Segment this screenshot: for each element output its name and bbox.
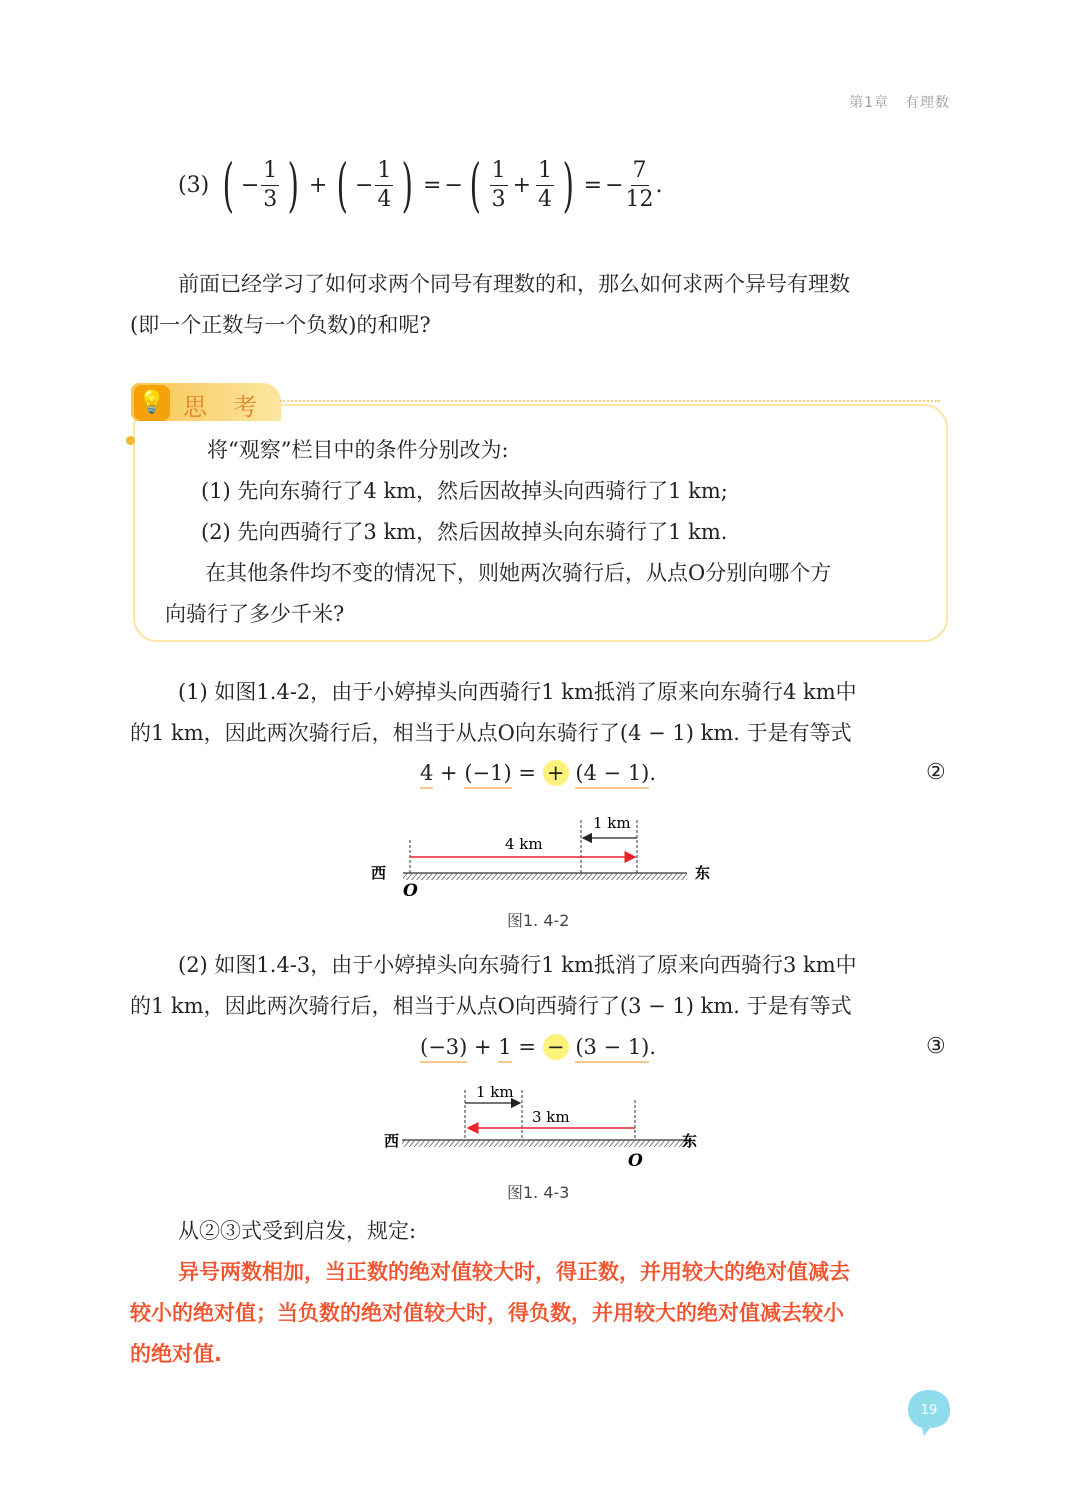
- think-title: 思考: [183, 393, 283, 421]
- divider: [280, 400, 940, 402]
- case-2-paragraph: (2) 如图1.4-3，由于小婷掉头向东骑行1 km抵消了原来向西骑行3 km中 的1 km，因此两次骑行后，相当于从点O向西骑行了(3 − 1) km. 于是有等式: [130, 953, 857, 1018]
- origin-label: O: [628, 1151, 643, 1171]
- chapter-title: 有理数: [905, 95, 950, 111]
- fraction: $\frac{1}{4}$: [377, 157, 392, 212]
- intro-paragraph: 前面已经学习了如何求两个同号有理数的和，那么如何求两个异号有理数 (即一个正数与一个负数)的和呢?: [130, 272, 850, 337]
- equation-2: 4 + (−1) = + (4 − 1).: [420, 760, 656, 786]
- addition-rule: 异号两数相加，当正数的绝对值较大时，得正数，并用较大的绝对值减去 较小的绝对值；当负数的绝对值较大时，得负数，并用较大的绝对值减去较小 的绝对值.: [130, 1260, 850, 1366]
- case-1-paragraph: (1) 如图1.4-2，由于小婷掉头向西骑行1 km抵消了原来向东骑行4 km中 的1 km，因此两次骑行后，相当于从点O向东骑行了(4 − 1) km. 于是有等式: [130, 680, 857, 745]
- example-3-equation: (3) ( − $\frac{1}{3}$ ) + ( − $\frac{1}{4}$ ) = − ( $\frac{1}{3}$ + $\frac{1}{4}$ ) = − $\frac{7}{12}$ .: [178, 151, 663, 219]
- label-4km: 4 km: [505, 835, 543, 853]
- example-label: (3): [178, 172, 210, 198]
- east-label: 东: [695, 864, 711, 882]
- east-label: 东: [682, 1132, 698, 1150]
- fraction: $\frac{1}{3}$: [491, 157, 506, 212]
- label-1km: 1 km: [476, 1083, 514, 1101]
- label-3km: 3 km: [532, 1108, 570, 1126]
- ground-hatch: [403, 873, 687, 880]
- west-label: 西: [371, 864, 387, 882]
- west-label: 西: [384, 1132, 400, 1150]
- figure-caption: 图1. 4-3: [507, 1183, 570, 1202]
- page-number-badge: [906, 1388, 952, 1438]
- fraction: $\frac{7}{12}$: [625, 157, 654, 212]
- lightbulb-icon: 💡: [134, 385, 170, 421]
- figure-1-4-3: [380, 1080, 710, 1175]
- equation-3: (−3) + 1 = − (3 − 1).: [420, 1034, 656, 1060]
- origin-label: O: [403, 881, 418, 900]
- fraction: $\frac{1}{4}$: [538, 157, 552, 212]
- running-header: [833, 92, 950, 112]
- ground-hatch: [402, 1140, 692, 1147]
- label-1km: 1 km: [593, 814, 631, 832]
- think-content: 将“观察”栏目中的条件分别改为: (1) 先向东骑行了4 km，然后因故掉头向西骑行了1 km; (2) 先向西骑行了3 km，然后因故掉头向东骑行了1 km. 在其他条件均不变的情况下，则她两次骑行后，从点O分别向哪个方 向骑行了多少千米?: [165, 438, 832, 626]
- figure-1-4-2: [365, 810, 725, 900]
- equation-number: ②: [926, 760, 946, 785]
- fraction: $\frac{1}{3}$: [263, 157, 278, 212]
- figure-caption: 图1. 4-2: [507, 911, 570, 930]
- chapter-label: 第1章: [849, 95, 889, 111]
- conclusion-lead: 从②③式受到启发，规定:: [178, 1219, 417, 1243]
- page-number: 19: [920, 1403, 938, 1418]
- bullet-dot: [126, 436, 135, 445]
- equation-number: ③: [926, 1034, 946, 1059]
